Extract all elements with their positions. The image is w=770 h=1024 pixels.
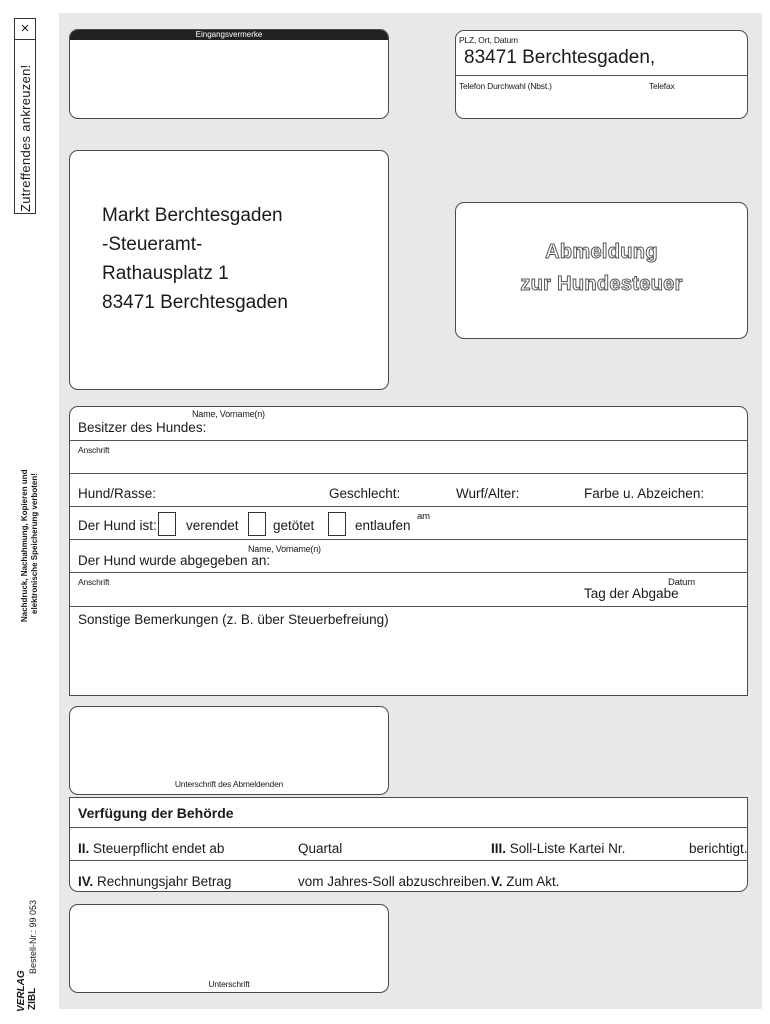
abgegeben-sub: Name, Vorname(n) — [248, 544, 321, 554]
hund-rasse-label: Hund/Rasse: — [78, 486, 157, 501]
copyright-line1: Nachdruck, Nachahmung, Kopieren und — [20, 469, 29, 622]
signature-abmeldender-label: Unterschrift des Abmeldenden — [174, 779, 284, 789]
title-box — [455, 202, 748, 339]
besitzer-label: Besitzer des Hundes: — [78, 420, 207, 435]
address-box — [69, 150, 389, 390]
telefon-label: Telefon Durchwahl (Nbst.) — [459, 81, 552, 91]
verendet-checkbox[interactable] — [158, 512, 176, 536]
iv-row — [78, 874, 231, 889]
iii-num: III. — [491, 841, 507, 856]
eingang-box[interactable] — [69, 29, 389, 119]
check-mark: × — [15, 19, 35, 40]
ii-row — [78, 841, 224, 856]
quartal-label: Quartal — [298, 841, 343, 856]
iv-num: IV. — [78, 874, 94, 889]
iii-text: Soll-Liste Kartei Nr. — [509, 841, 626, 856]
title-line-1: Abmeldung — [545, 241, 658, 263]
publisher-logo-line1: VERLAG — [16, 970, 27, 1012]
order-number: Bestell-Nr.: 99 053 — [28, 899, 38, 974]
am-label: am — [417, 511, 430, 522]
behoerde-title: Verfügung der Behörde — [78, 805, 234, 821]
abgegeben-label: Der Hund wurde abgegeben an: — [78, 553, 271, 568]
behoerde-divider-2 — [70, 860, 748, 861]
signature-behoerde-label: Unterschrift — [208, 979, 250, 989]
berichtigt-label: berichtigt. — [689, 841, 748, 856]
address-line-3: Rathausplatz 1 — [102, 263, 229, 284]
v-num: V. — [491, 874, 503, 889]
entlaufen-label: entlaufen — [355, 518, 411, 533]
verendet-label: verendet — [186, 518, 239, 533]
v-text: Zum Akt. — [506, 874, 560, 889]
geschlecht-label: Geschlecht: — [329, 486, 401, 501]
plz-value[interactable]: 83471 Berchtesgaden, — [464, 47, 656, 68]
plz-divider — [456, 75, 747, 76]
address-line-4: 83471 Berchtesgaden — [102, 292, 288, 313]
besitzer-sub: Name, Vorname(n) — [192, 409, 265, 419]
datum-label: Datum — [668, 577, 695, 588]
signature-box-behoerde[interactable] — [69, 904, 389, 993]
anschrift-label: Anschrift — [78, 445, 110, 455]
getoetet-label: getötet — [273, 518, 315, 533]
soll-label: vom Jahres-Soll abzuschreiben. — [298, 874, 491, 889]
check-hint-text: Zutreffendes ankreuzen! — [18, 64, 33, 212]
ii-num: II. — [78, 841, 90, 856]
title-line-2: zur Hundesteuer — [520, 273, 683, 295]
bemerkungen-label: Sonstige Bemerkungen (z. B. über Steuerbefreiung) — [78, 612, 389, 627]
iii-row — [491, 841, 625, 856]
address-line-2: -Steueramt- — [102, 234, 203, 255]
wurf-alter-label: Wurf/Alter: — [456, 486, 520, 501]
ii-text: Steuerpflicht endet ab — [93, 841, 225, 856]
address-line-1: Markt Berchtesgaden — [102, 205, 283, 226]
farbe-label: Farbe u. Abzeichen: — [584, 486, 705, 501]
eingang-label: Eingangsvermerke — [195, 30, 263, 39]
signature-box-abmeldender[interactable] — [69, 706, 389, 795]
telefax-label: Telefax — [649, 81, 675, 91]
copyright-line2: elektronische Speicherung verboten! — [30, 473, 39, 614]
publisher-logo-line2: ZIBL — [27, 987, 38, 1010]
hund-ist-label: Der Hund ist: — [78, 518, 157, 533]
getoetet-checkbox[interactable] — [248, 512, 266, 536]
plz-box — [455, 30, 748, 119]
v-row — [491, 874, 560, 889]
iv-text: Rechnungsjahr Betrag — [97, 874, 232, 889]
behoerde-divider-1 — [70, 827, 748, 828]
tag-abgabe-label: Tag der Abgabe — [584, 586, 679, 601]
row-anschrift[interactable] — [70, 441, 748, 474]
entlaufen-checkbox[interactable] — [328, 512, 346, 536]
plz-label: PLZ, Ort, Datum — [459, 35, 518, 45]
bemerkungen-area[interactable] — [70, 630, 748, 694]
anschrift2-label: Anschrift — [78, 577, 110, 587]
